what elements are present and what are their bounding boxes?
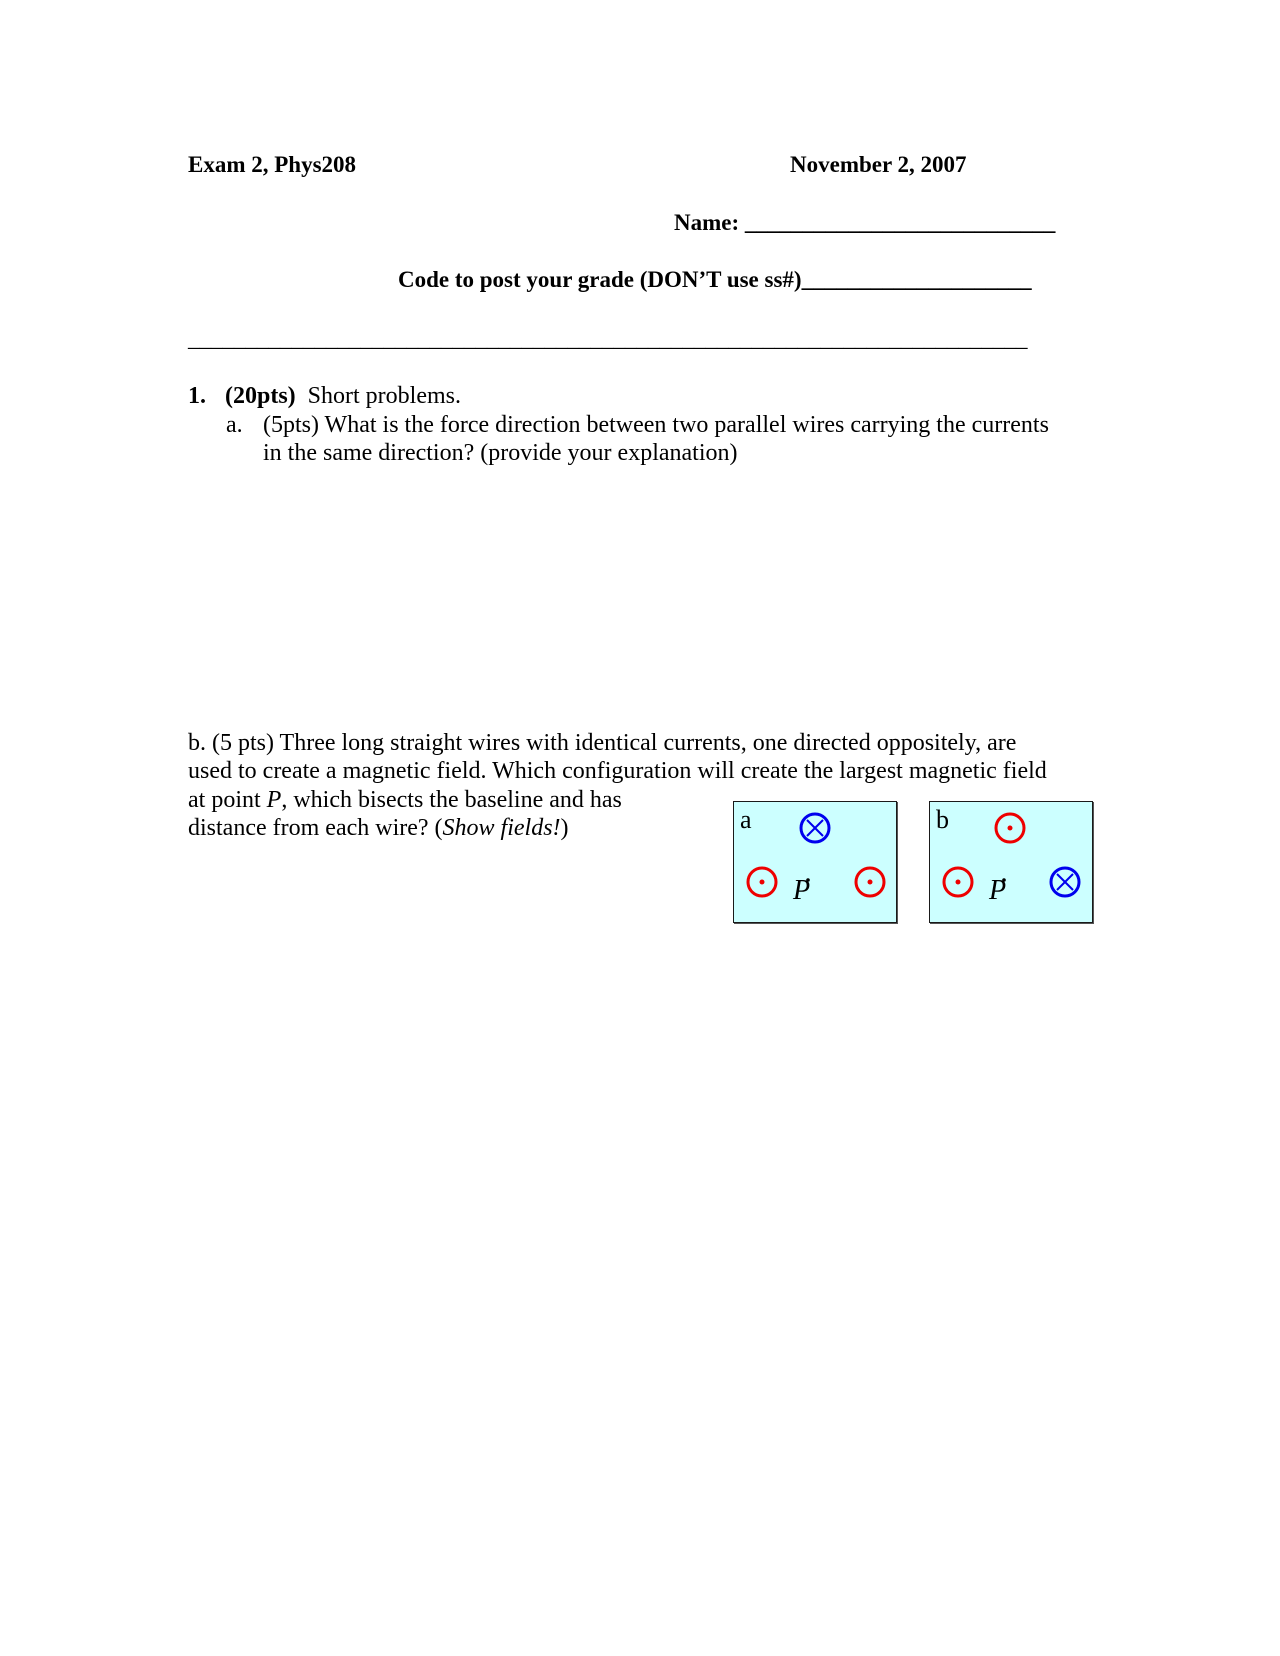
- text-segment: ): [560, 815, 569, 841]
- name-field[interactable]: [674, 209, 1055, 237]
- wire-into-page-icon: [801, 814, 829, 842]
- point-p-label: P: [793, 875, 811, 906]
- wire-out-of-page-icon: [944, 868, 972, 896]
- question-number: 1.: [188, 383, 206, 409]
- wire-out-of-page-icon: [996, 814, 1024, 842]
- diagram-label: b: [936, 805, 949, 834]
- name-label: Name:: [674, 210, 740, 235]
- italic-instruction: Show fields!: [442, 815, 561, 841]
- text-segment: distance from each wire? (: [188, 815, 443, 841]
- question-title: Short problems.: [307, 383, 461, 409]
- wire-out-of-page-icon: [748, 868, 776, 896]
- diagram-label: a: [740, 805, 752, 834]
- separator-line: _________________________________________________________________________: [188, 326, 1028, 351]
- point-p-label: P: [989, 875, 1007, 906]
- diagram-config-b: [929, 801, 1093, 923]
- diagram-config-a: [733, 801, 897, 923]
- question-1-heading: [188, 382, 461, 410]
- part-b-text-line: [188, 786, 622, 814]
- diagram-b-drawing: [930, 802, 1094, 924]
- text-segment: at point: [188, 787, 267, 813]
- wire-into-page-icon: [1051, 868, 1079, 896]
- exam-date: November 2, 2007: [790, 152, 967, 177]
- part-b-text-line: [188, 814, 569, 842]
- text-segment: , which bisects the baseline and has: [281, 787, 622, 813]
- part-b-text-line: used to create a magnetic field. Which configuration will create the largest magnetic field: [188, 758, 1047, 784]
- part-b-text-line: b. (5 pts) Three long straight wires with identical currents, one directed oppositely, are: [188, 730, 1017, 756]
- part-a-letter: a.: [226, 412, 243, 438]
- grade-code-blank[interactable]: ____________________: [801, 267, 1032, 292]
- exam-title: Exam 2, Phys208: [188, 152, 357, 177]
- part-a-text-line: in the same direction? (provide your explanation): [263, 440, 738, 466]
- grade-code-label: Code to post your grade (DON’T use ss#): [398, 267, 802, 292]
- wire-out-of-page-icon: [856, 868, 884, 896]
- point-variable: P: [266, 787, 282, 813]
- question-points: (20pts): [225, 383, 296, 409]
- name-blank[interactable]: ___________________________: [739, 210, 1056, 235]
- part-a-text-line: (5pts) What is the force direction between two parallel wires carrying the currents: [263, 412, 1049, 438]
- grade-code-field[interactable]: [398, 266, 1032, 294]
- diagram-a-drawing: [734, 802, 898, 924]
